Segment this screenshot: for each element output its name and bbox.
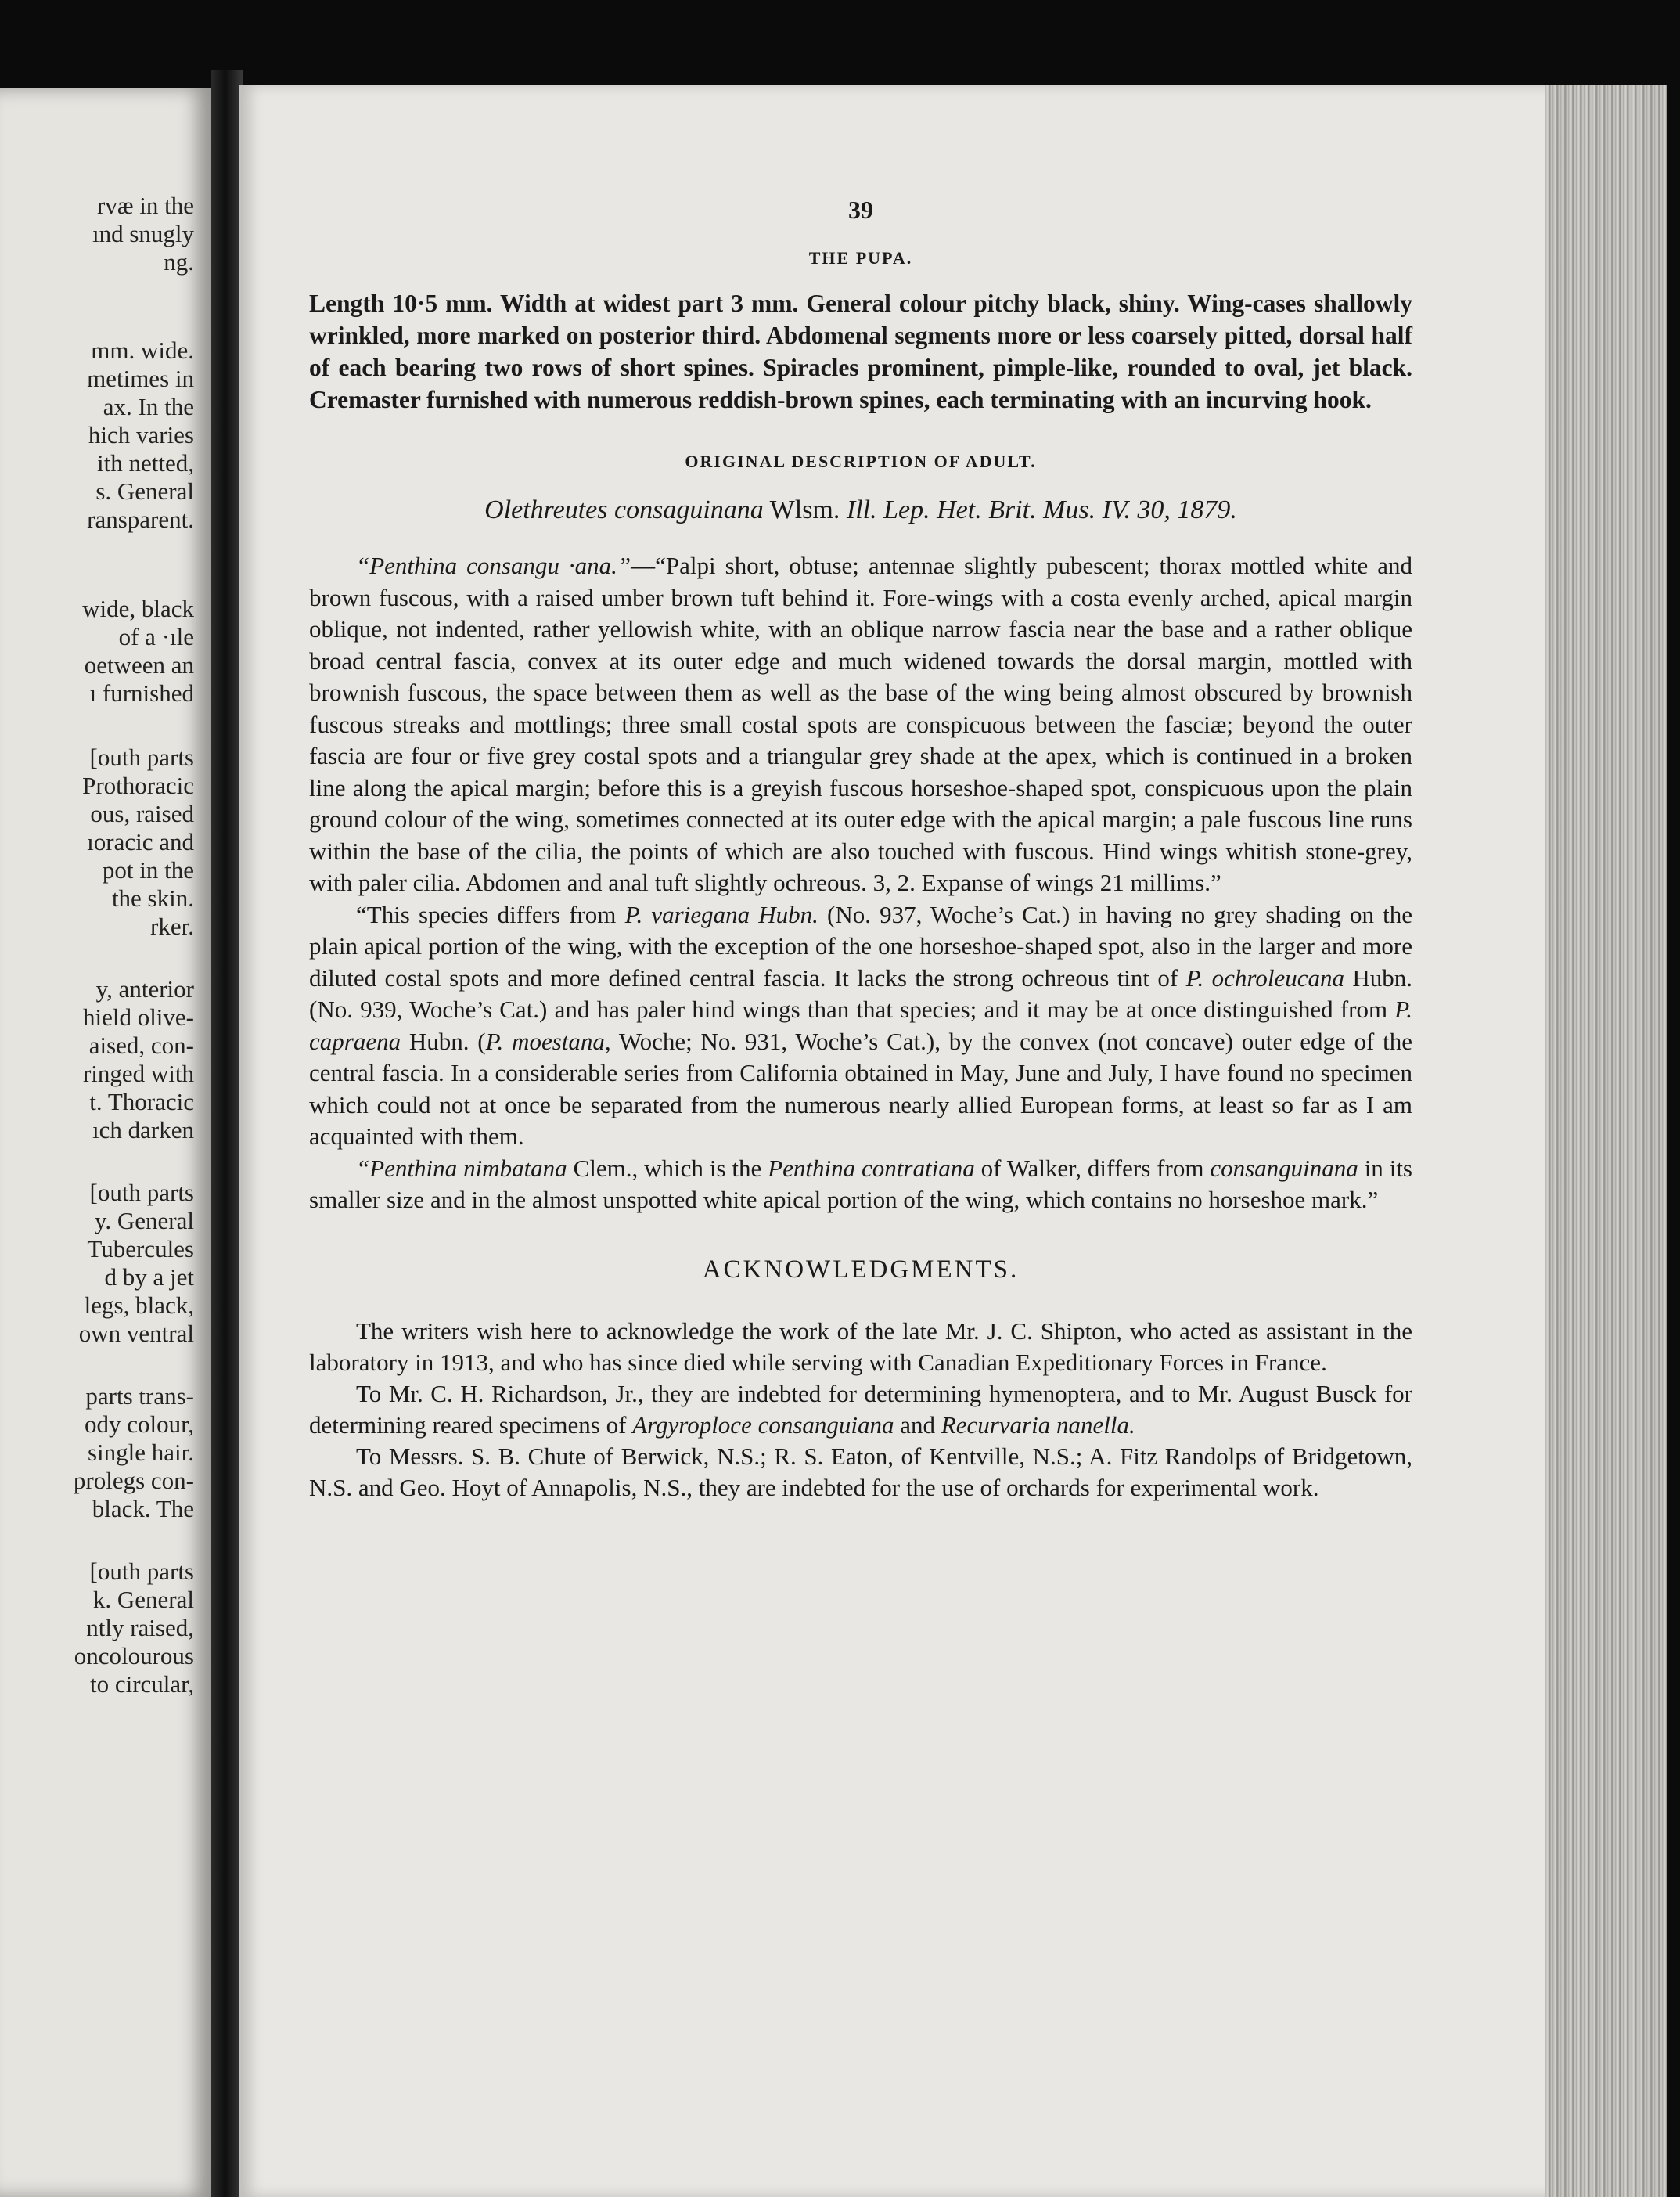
left-fragment-line: parts trans- [85, 1382, 194, 1410]
citation-author: Wlsm. [763, 495, 847, 524]
p3-c: Penthina contratiana [768, 1154, 975, 1182]
p3-d: of Walker, differs from [974, 1154, 1211, 1182]
pupa-heading: THE PUPA. [808, 248, 913, 268]
left-fragment-line: ntly raised, [86, 1614, 194, 1641]
left-fragment-line: [outh parts [89, 744, 194, 771]
acknowledgments-paragraph-2 [309, 1378, 1412, 1441]
left-fragment-line: oetween an [84, 651, 194, 679]
p2-e: Hubn. (No. 939, Woche’s Cat.) and has paler hind wings than that species; and it may be at once distinguished from [309, 963, 1412, 1023]
book-gutter [211, 70, 243, 2197]
left-fragment-line: single hair. [87, 1439, 194, 1466]
left-fragment-line: Tubercules [87, 1235, 194, 1262]
page-content [309, 196, 1412, 1504]
page-number: 39 [848, 196, 873, 224]
p1-text: —“Palpi short, obtuse; antennae slightly pubescent; thorax mottled white and brown fuscous, with a raised umber brown tuft behind it. Fore-wings with a costa evenly arched, apical margin oblique, not indented, rather yellowish white, with an oblique narrow fascia near the base and a rather oblique broad central fascia, convex at its outer edge and much widened towards the dorsal margin, mottled with brownish fuscous, the space between them as well as the base of the wing being almost obscured by brownish fuscous streaks and mottlings; three small costal spots are conspicuous between the fasciæ; beyond the outer fascia are four or five grey costal spots and a triangular grey shade at the apex, which is continued in a broken line along the apical margin; before this is a greyish fuscous horseshoe-shaped spot, conspicuous upon the plain ground colour of the wing, sometimes connected at its outer edge with the apical margin; a pale fuscous line runs within the base of the cilia, the points of which are also touched with fuscous. Hind wings whitish stone-grey, with paler cilia. Abdomen and anal tuft slightly ochreous. 3, 2. Expanse of wings 21 millims.” [309, 552, 1412, 896]
left-fragment-line: own ventral [78, 1320, 194, 1347]
left-fragment-line: hield olive- [82, 1003, 194, 1031]
p2-b: P. variegana Hubn. [624, 900, 818, 928]
left-fragment-line: black. The [92, 1495, 194, 1522]
left-fragment-line: s. General [95, 477, 194, 505]
p2-h: P. moestana, [485, 1027, 611, 1055]
left-fragment-line: rker. [150, 913, 194, 940]
left-fragment-line: oncolourous [74, 1642, 194, 1669]
p3-a: “Penthina nimbatana [356, 1154, 567, 1182]
acknowledgments-heading: ACKNOWLEDGMENTS. [702, 1255, 1020, 1284]
left-fragment-line: y, anterior [95, 975, 194, 1003]
p2-f: P. capraena [309, 996, 1412, 1055]
left-fragment-line: ody colour, [85, 1410, 194, 1438]
p3-b: Clem., which is the [567, 1154, 768, 1182]
original-description-heading: ORIGINAL DESCRIPTION OF ADULT. [685, 452, 1037, 471]
left-facing-page [0, 88, 211, 2197]
left-fragment-line: ınd snugly [92, 220, 194, 247]
left-fragment-line: hich varies [88, 421, 194, 448]
ack-p2-c: and [894, 1410, 941, 1439]
left-fragment-line: ous, raised [90, 800, 194, 827]
left-fragment-line: prolegs con- [73, 1467, 194, 1494]
left-fragment-line: [outh parts [89, 1558, 194, 1585]
ack-p2-a: To Mr. C. H. Richardson, Jr., they are indebted for determining hymenoptera, and to Mr. August Busck for determining reared specimens of [309, 1379, 1412, 1439]
left-fragment-line: k. General [92, 1586, 194, 1613]
left-fragment-line: ringed with [82, 1060, 194, 1087]
acknowledgments-paragraph-1: The writers wish here to acknowledge the work of the late Mr. J. C. Shipton, who acted as assistant in the laboratory in 1913, and who has since died while serving with Canadian Expeditionary Forces in France. [309, 1316, 1412, 1376]
description-paragraph-3 [309, 1153, 1412, 1216]
p1-name: “Penthina consangu ·ana.” [356, 552, 631, 579]
page-edges [1545, 85, 1671, 2197]
left-fragment-line: ıch darken [92, 1116, 194, 1144]
left-fragment-line: ax. In the [103, 393, 194, 420]
left-fragment-line: metimes in [87, 365, 194, 392]
left-fragment-line: pot in the [102, 856, 194, 884]
ack-p2-d: Recurvaria nanella. [941, 1410, 1135, 1439]
left-fragment-line: [outh parts [89, 1179, 194, 1206]
left-fragment-line: Prothoracic [82, 772, 194, 799]
left-fragment-line: y. General [94, 1207, 194, 1234]
acknowledgments-paragraph-3: To Messrs. S. B. Chute of Berwick, N.S.; R. S. Eaton, of Kentville, N.S.; A. Fitz Randolps of Bridgetown, N.S. and Geo. Hoyt of Annapolis, N.S., they are indebted for the use of orchards for experimental work. [309, 1442, 1412, 1501]
left-fragment-line: the skin. [111, 884, 194, 912]
citation-ref: Ill. Lep. Het. Brit. Mus. IV. 30, 1879. [846, 495, 1237, 524]
citation-name: Olethreutes consaguinana [484, 495, 764, 524]
left-fragment-line: t. Thoracic [89, 1088, 194, 1115]
edge-shadow [1667, 0, 1680, 2197]
ack-p2-b: Argyroploce consanguiana [632, 1410, 894, 1439]
p2-a: “This species differs from [356, 900, 625, 928]
left-fragment-line: d by a jet [104, 1263, 194, 1291]
description-paragraph-1 [309, 550, 1412, 899]
p3-f: in its smaller size and in the almost unspotted white apical portion of the wing, which contains no horseshoe mark.” [309, 1154, 1412, 1213]
left-fragment-line: ı furnished [89, 679, 194, 707]
left-fragment-line: ransparent. [87, 506, 194, 533]
left-fragment-line: aised, con- [88, 1032, 194, 1059]
left-fragment-line: rvæ in the [97, 192, 194, 219]
left-fragment-line: wide, black [82, 595, 194, 622]
left-fragment-line: of a ·ıle [118, 623, 194, 650]
pupa-paragraph: Length 10·5 mm. Width at widest part 3 mm. General colour pitchy black, shiny. Wing-cases shallowly wrinkled, more marked on posterior third. Abdomenal segments more or less coarsely pitted, dorsal half of each bearing two rows of short spines. Spiracles prominent, pimple-like, rounded to oval, jet black. Cremaster furnished with numerous reddish-brown spines, each terminating with an incurving hook. [309, 290, 1412, 413]
p2-c: (No. 937, Woche’s Cat.) in having no grey shading on the plain apical portion of the wing, with the exception of the one horseshoe-shaped spot, also in the larger and more diluted costal spots and more defined central fascia. It lacks the strong ochreous tint of [309, 900, 1413, 992]
left-fragment-line: to circular, [89, 1670, 194, 1698]
left-fragment-line: mm. wide. [91, 337, 194, 364]
description-paragraph-2 [309, 899, 1412, 1153]
p3-e: consanguinana [1210, 1154, 1358, 1182]
species-citation [309, 495, 1412, 525]
p2-i: Woche; No. 931, Woche’s Cat.), by the convex (not concave) outer edge of the central fascia. In a considerable series from California obtained in May, June and July, I have found no specimen which could not at once be separated from the numerous nearly allied European forms, at least so far as I am acquainted with them. [309, 1027, 1412, 1150]
left-fragment-line: legs, black, [84, 1291, 194, 1319]
p2-g: Hubn. ( [401, 1027, 486, 1055]
p2-d: P. ochroleucana [1185, 963, 1344, 992]
left-fragment-line: ıoracic and [87, 828, 194, 855]
left-fragment-line: ng. [164, 248, 194, 276]
left-fragment-line: ith netted, [97, 449, 194, 477]
